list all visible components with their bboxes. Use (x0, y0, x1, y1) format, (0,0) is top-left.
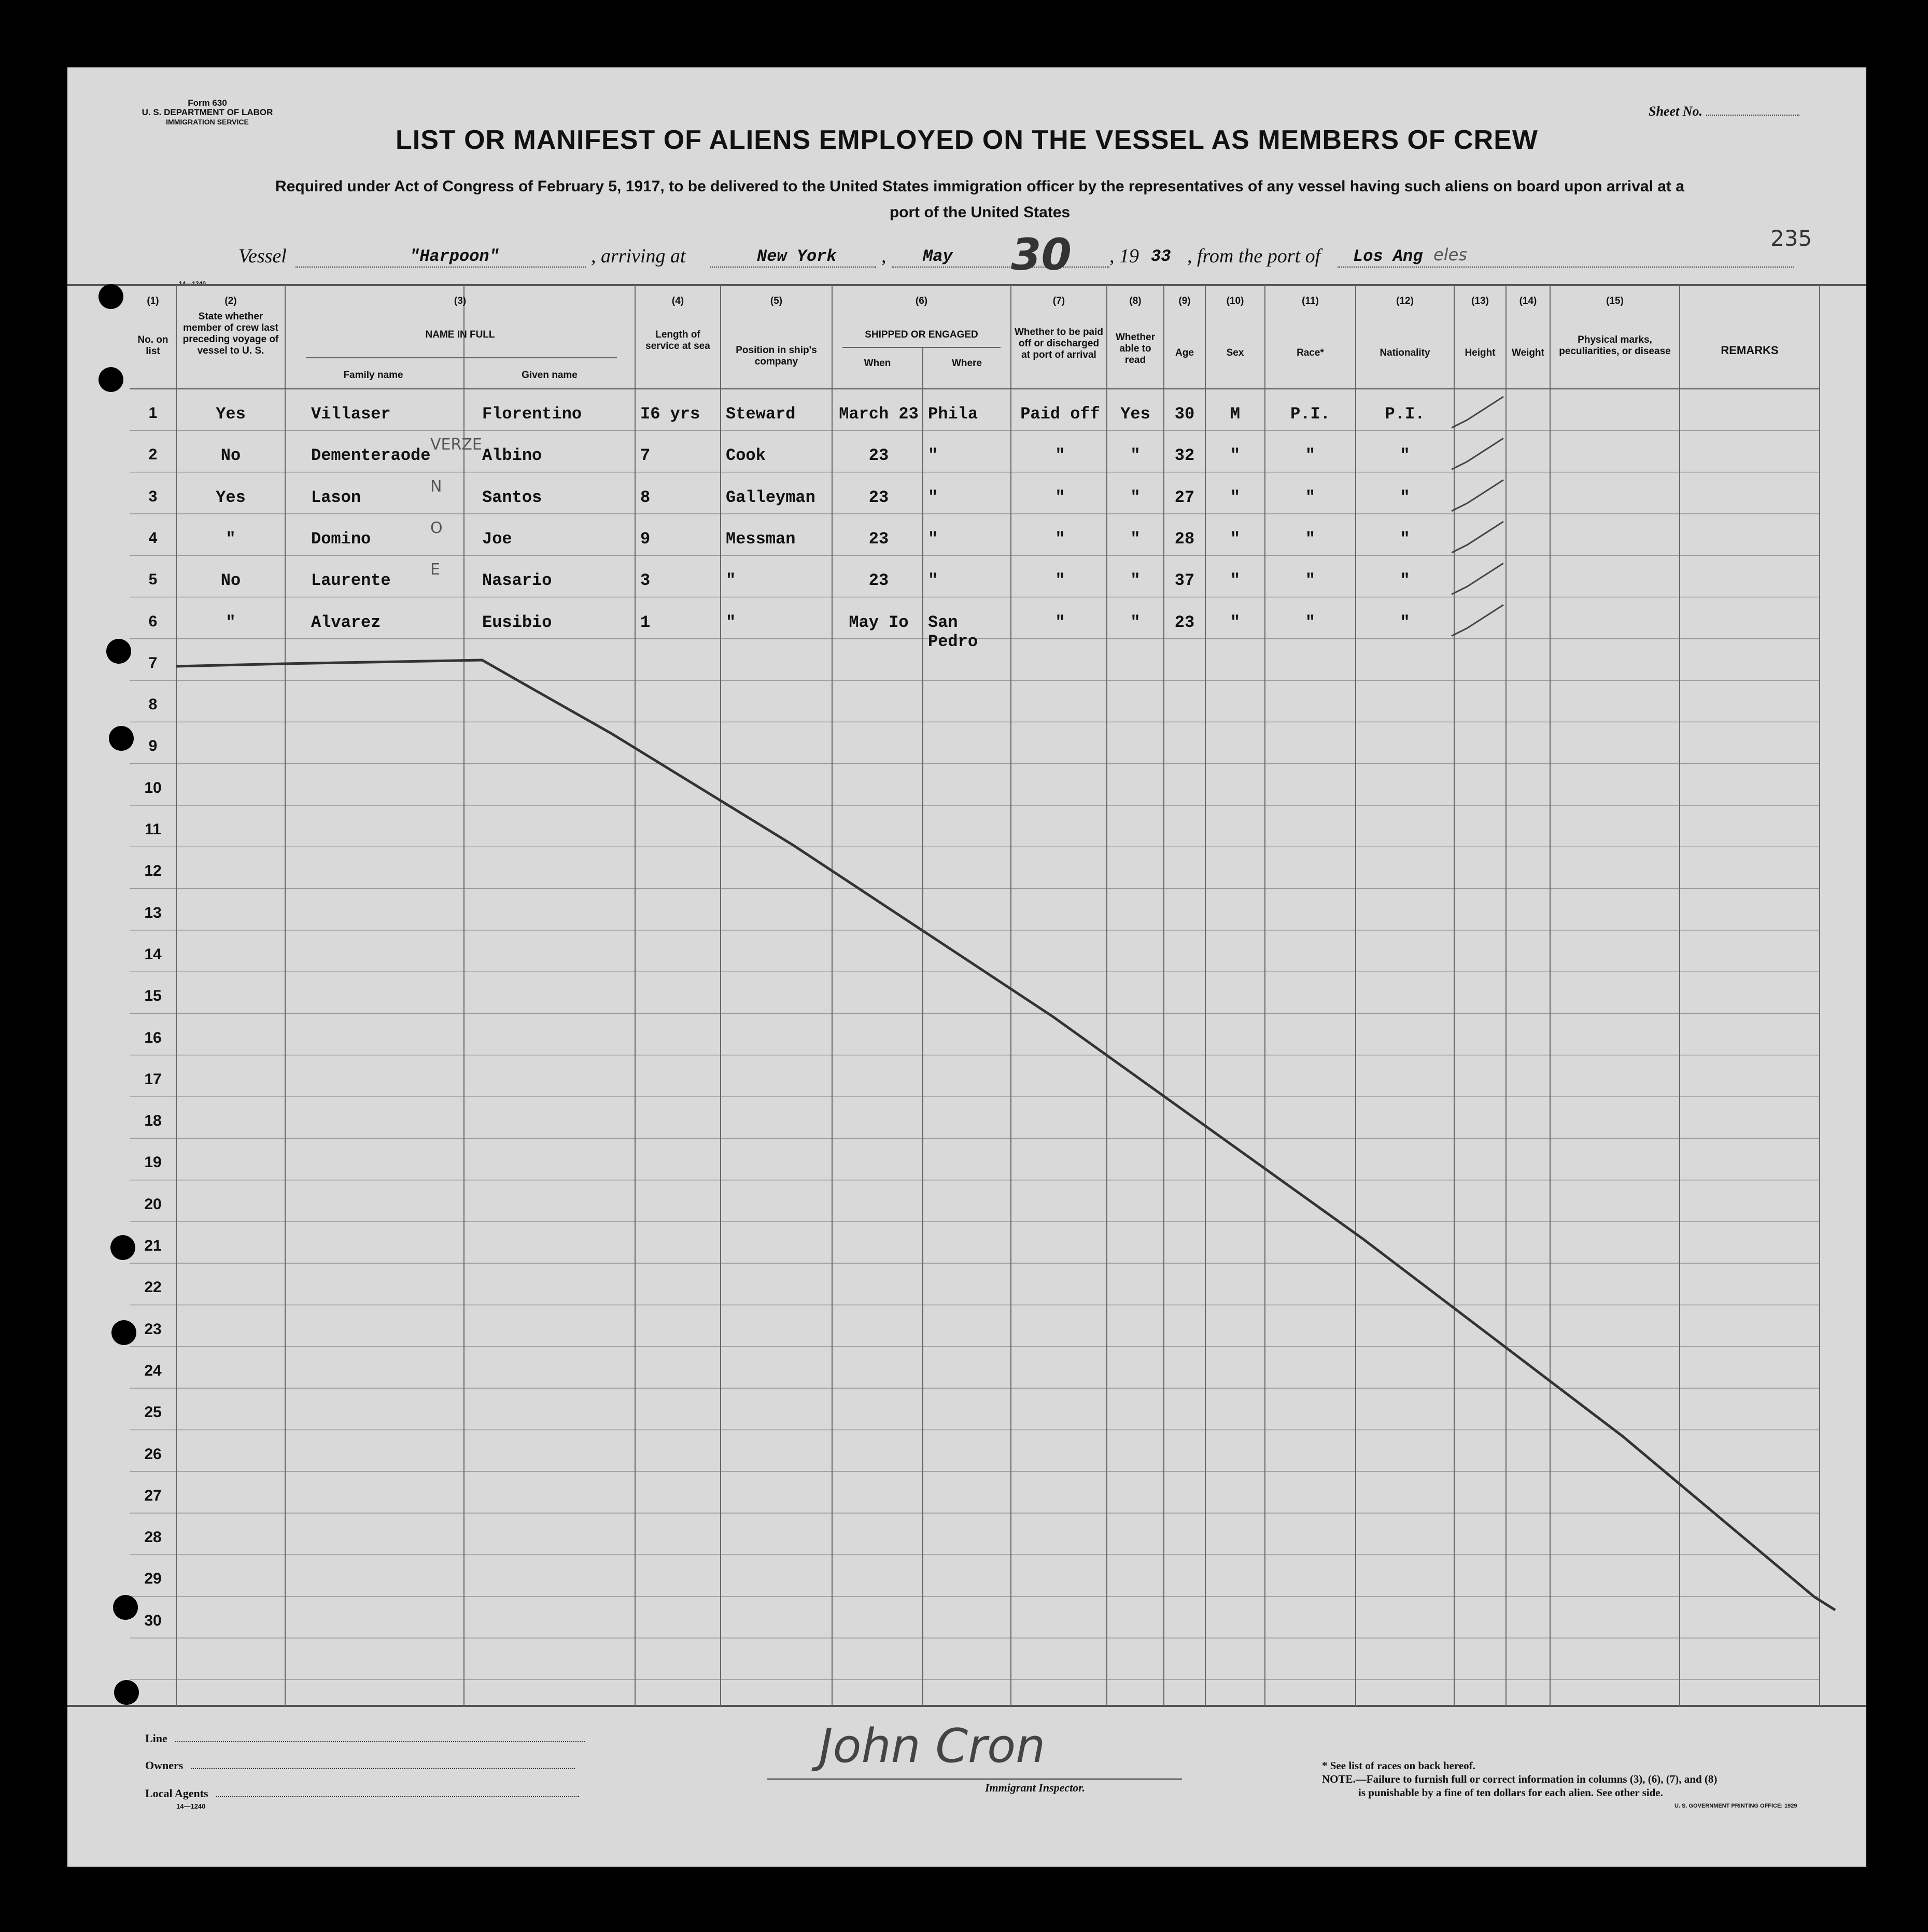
inspector-label: Immigrant Inspector. (985, 1781, 1086, 1794)
arrival-day: 30 (1011, 229, 1072, 280)
cell-nationality: " (1400, 487, 1410, 507)
row-number: 30 (144, 1612, 162, 1629)
cell-previous-voyage: No (220, 571, 241, 591)
cell-able-to-read: " (1130, 446, 1141, 466)
agents-label: Local Agents (145, 1787, 208, 1800)
cell-given-name: Joe (482, 529, 512, 549)
cell-paid-off: Paid off (1020, 404, 1100, 424)
form-number: Form 630 (188, 98, 227, 108)
cell-able-to-read: Yes (1120, 404, 1150, 424)
handwritten-correction: VERZE (430, 436, 482, 454)
cell-shipped-when: 23 (868, 571, 889, 591)
cell-previous-voyage: No (220, 446, 241, 466)
footnotes (1322, 1759, 1866, 1799)
cell-family-name: Alvarez (311, 612, 381, 632)
row-number: 15 (144, 987, 162, 1005)
row-number: 17 (144, 1070, 162, 1088)
cell-position: " (726, 612, 736, 632)
vessel-name: "Harpoon" (410, 247, 499, 266)
cell-nationality: " (1400, 571, 1410, 591)
col-num-8: (8) (1129, 296, 1142, 306)
col-header-weight: Weight (1512, 347, 1544, 358)
cell-paid-off: " (1055, 529, 1065, 549)
col-num-15: (15) (1606, 296, 1624, 306)
row-number: 23 (144, 1320, 162, 1338)
cancel-line (176, 660, 1835, 1610)
row-number: 29 (144, 1570, 162, 1588)
punch-hole (113, 1595, 138, 1620)
cell-race: " (1305, 529, 1316, 549)
owners-label: Owners (145, 1759, 184, 1772)
row-number: 5 (148, 571, 158, 589)
arriving-label: , arriving at (591, 245, 686, 267)
printer-mark: U. S. GOVERNMENT PRINTING OFFICE: 1929 (1674, 1803, 1797, 1809)
cell-previous-voyage: " (226, 529, 236, 549)
cell-able-to-read: " (1130, 612, 1141, 632)
cell-given-name: Nasario (482, 571, 552, 591)
cell-nationality: " (1400, 446, 1410, 466)
owners-field (145, 1759, 575, 1772)
owners-blank (191, 1768, 575, 1769)
cell-shipped-where: " (928, 571, 938, 591)
cell-paid-off: " (1055, 446, 1065, 466)
from-port: Los Ang (1353, 247, 1423, 266)
cell-position: Galleyman (726, 487, 815, 507)
punch-hole (106, 639, 131, 664)
handwritten-correction: E (430, 561, 440, 579)
cell-sex: " (1230, 529, 1241, 549)
punch-hole (109, 726, 134, 751)
punch-hole (111, 1320, 136, 1345)
cell-shipped-where: " (928, 487, 938, 507)
subtitle-line-1: Required under Act of Congress of February 5, 1917, to be delivered to the United States immigration officer by the representatives of any vessel having such aliens on board upon arrival at a (275, 178, 1684, 195)
col-header-family-name: Family name (343, 370, 403, 381)
row-number: 24 (144, 1362, 162, 1379)
cell-family-name: Dementeraode (311, 446, 431, 466)
cell-shipped-when: 23 (868, 446, 889, 466)
check-mark (1452, 397, 1503, 428)
cell-shipped-where: " (928, 529, 938, 549)
col-num-3: (3) (454, 296, 467, 306)
col-num-11: (11) (1302, 296, 1319, 306)
cell-nationality: P.I. (1385, 404, 1425, 424)
check-mark (1452, 480, 1503, 511)
cell-sex: " (1230, 612, 1241, 632)
col-num-14: (14) (1519, 296, 1537, 306)
check-mark (1452, 522, 1503, 553)
service: IMMIGRATION SERVICE (166, 118, 249, 126)
line-field (145, 1732, 585, 1745)
row-number: 6 (148, 612, 158, 630)
row-number: 3 (148, 487, 158, 505)
cell-shipped-when: May Io (849, 612, 909, 632)
vessel-label: Vessel (238, 245, 287, 267)
note-races: * See list of races on back hereof. (1322, 1759, 1475, 1772)
cell-family-name: Villaser (311, 404, 391, 424)
cell-previous-voyage: Yes (216, 487, 246, 507)
agents-code: 14—1240 (176, 1802, 206, 1810)
cell-paid-off: " (1055, 612, 1065, 632)
row-number: 21 (144, 1237, 162, 1254)
col-header-no: No. on list (137, 334, 168, 357)
arrival-month: May (923, 247, 953, 266)
row-number: 27 (144, 1487, 162, 1504)
col-header-paid-off: Whether to be paid off or discharged at port of arrival (1015, 327, 1103, 360)
row-number: 7 (148, 654, 158, 671)
col-num-7: (7) (1052, 296, 1065, 306)
cell-sex: M (1230, 404, 1241, 424)
col-header-age: Age (1175, 347, 1194, 358)
year-prefix: , 19 (1109, 245, 1139, 267)
cell-age: 23 (1174, 612, 1195, 632)
cell-sex: " (1230, 571, 1241, 591)
col-header-remarks: REMARKS (1721, 344, 1779, 357)
row-number: 16 (144, 1029, 162, 1046)
cell-age: 28 (1174, 529, 1195, 549)
cell-service-length: 9 (640, 529, 651, 549)
cell-race: P.I. (1290, 404, 1330, 424)
col-num-9: (9) (1178, 296, 1191, 306)
row-number: 12 (144, 862, 162, 880)
punch-hole (114, 1680, 139, 1705)
cell-service-length: 3 (640, 571, 651, 591)
col-header-given-name: Given name (522, 370, 578, 381)
col-num-4: (4) (671, 296, 684, 306)
cell-paid-off: " (1055, 487, 1065, 507)
col-num-2: (2) (224, 296, 237, 306)
row-number: 8 (148, 696, 158, 713)
col-num-5: (5) (770, 296, 783, 306)
cell-nationality: " (1400, 529, 1410, 549)
col-header-position: Position in ship's company (736, 345, 817, 367)
punch-hole (98, 284, 123, 309)
col-header-when: When (864, 358, 891, 369)
cell-position: Cook (726, 446, 766, 466)
handwritten-correction: O (430, 519, 443, 537)
col-header-nationality: Nationality (1380, 347, 1430, 358)
check-mark (1452, 605, 1503, 636)
row-number: 11 (145, 821, 161, 838)
row-number: 9 (148, 737, 158, 755)
cell-shipped-where: Phila (928, 404, 978, 424)
page-title: LIST OR MANIFEST OF ALIENS EMPLOYED ON THE VESSEL AS MEMBERS OF CREW (396, 125, 1538, 155)
department: U. S. DEPARTMENT OF LABOR (142, 107, 273, 117)
cell-shipped-when: March 23 (839, 404, 919, 424)
cell-given-name: Eusibio (482, 612, 552, 632)
cell-previous-voyage: Yes (216, 404, 246, 424)
check-mark (1452, 438, 1503, 469)
cell-race: " (1305, 487, 1316, 507)
cell-race: " (1305, 612, 1316, 632)
line-blank (175, 1741, 585, 1742)
row-number: 13 (144, 904, 162, 921)
inspector-signature: John Cron (819, 1719, 1046, 1773)
row-number: 14 (144, 945, 162, 963)
note-failure-1: NOTE.—Failure to furnish full or correct information in columns (3), (6), (7), and (8) (1322, 1773, 1718, 1785)
row-number: 10 (144, 779, 162, 796)
col-header-race: Race* (1297, 347, 1324, 358)
cell-service-length: 1 (640, 612, 651, 632)
agents-blank (216, 1796, 579, 1797)
page-number: 235 (1770, 226, 1812, 251)
cell-previous-voyage: " (226, 612, 236, 632)
col-header-where: Where (951, 358, 982, 369)
col-header-previous-voyage: State whether member of crew last preceding voyage of vessel to U. S. (182, 311, 279, 356)
col-num-1: (1) (147, 296, 159, 306)
cell-able-to-read: " (1130, 529, 1141, 549)
arrival-year: 33 (1151, 247, 1171, 266)
cell-position: Steward (726, 404, 796, 424)
cell-age: 37 (1174, 571, 1195, 591)
vessel-line: Vessel "Harpoon" , arriving at New York , May 30 , 19 33 , from the port of Los Ang eles (238, 240, 1794, 276)
cell-service-length: I6 yrs (640, 404, 700, 424)
cell-shipped-where: " (928, 446, 938, 466)
col-num-10: (10) (1226, 296, 1244, 306)
cell-able-to-read: " (1130, 571, 1141, 591)
cell-given-name: Florentino (482, 404, 582, 424)
manifest-sheet (67, 67, 1866, 1867)
cell-nationality: " (1400, 612, 1410, 632)
col-header-physical-marks: Physical marks, peculiarities, or disease (1559, 334, 1671, 357)
row-number: 18 (144, 1112, 162, 1130)
cell-sex: " (1230, 446, 1241, 466)
cell-shipped-where: San Pedro (928, 612, 978, 651)
col-header-able-to-read: Whether able to read (1116, 332, 1155, 366)
cell-able-to-read: " (1130, 487, 1141, 507)
signature-line (767, 1779, 1182, 1780)
handwritten-correction: N (430, 477, 442, 496)
from-port-handwritten: eles (1433, 245, 1467, 264)
arrival-port: New York (757, 247, 837, 266)
row-number: 28 (144, 1529, 162, 1546)
agents-field (145, 1787, 579, 1800)
cell-age: 30 (1174, 404, 1195, 424)
subtitle-line-2: port of the United States (889, 204, 1071, 221)
col-header-sex: Sex (1226, 347, 1244, 358)
cell-race: " (1305, 571, 1316, 591)
cell-family-name: Domino (311, 529, 371, 549)
line-label: Line (145, 1732, 167, 1745)
row-number: 19 (144, 1154, 162, 1171)
cell-paid-off: " (1055, 571, 1065, 591)
cell-race: " (1305, 446, 1316, 466)
sheet-label: Sheet No. (1649, 104, 1702, 119)
form-code-small: 14—1240 (179, 280, 206, 287)
row-number: 20 (144, 1195, 162, 1213)
col-header-name: NAME IN FULL (425, 329, 495, 340)
col-header-shipped: SHIPPED OR ENGAGED (865, 329, 978, 340)
row-number: 26 (144, 1445, 162, 1463)
row-number: 25 (144, 1404, 162, 1421)
cell-given-name: Albino (482, 446, 542, 466)
row-number: 2 (148, 446, 158, 464)
cell-shipped-when: 23 (868, 487, 889, 507)
row-number: 22 (144, 1279, 162, 1296)
cell-position: Messman (726, 529, 796, 549)
row-number: 4 (148, 529, 158, 547)
punch-hole (98, 367, 123, 392)
cell-family-name: Lason (311, 487, 361, 507)
punch-hole (110, 1235, 135, 1260)
col-header-service-length: Length of service at sea (645, 329, 710, 352)
cell-service-length: 7 (640, 446, 651, 466)
col-num-6: (6) (915, 296, 928, 306)
cell-given-name: Santos (482, 487, 542, 507)
col-num-13: (13) (1471, 296, 1489, 306)
cell-sex: " (1230, 487, 1241, 507)
cell-shipped-when: 23 (868, 529, 889, 549)
note-failure-2: is punishable by a fine of ten dollars for each alien. See other side. (1358, 1786, 1663, 1799)
cell-position: " (726, 571, 736, 591)
from-label: , from the port of (1187, 245, 1321, 267)
col-num-12: (12) (1396, 296, 1414, 306)
cell-age: 32 (1174, 446, 1195, 466)
cell-family-name: Laurente (311, 571, 391, 591)
row-number: 1 (148, 404, 158, 422)
cell-age: 27 (1174, 487, 1195, 507)
check-mark (1452, 563, 1503, 594)
col-header-height: Height (1465, 347, 1496, 358)
cell-service-length: 8 (640, 487, 651, 507)
